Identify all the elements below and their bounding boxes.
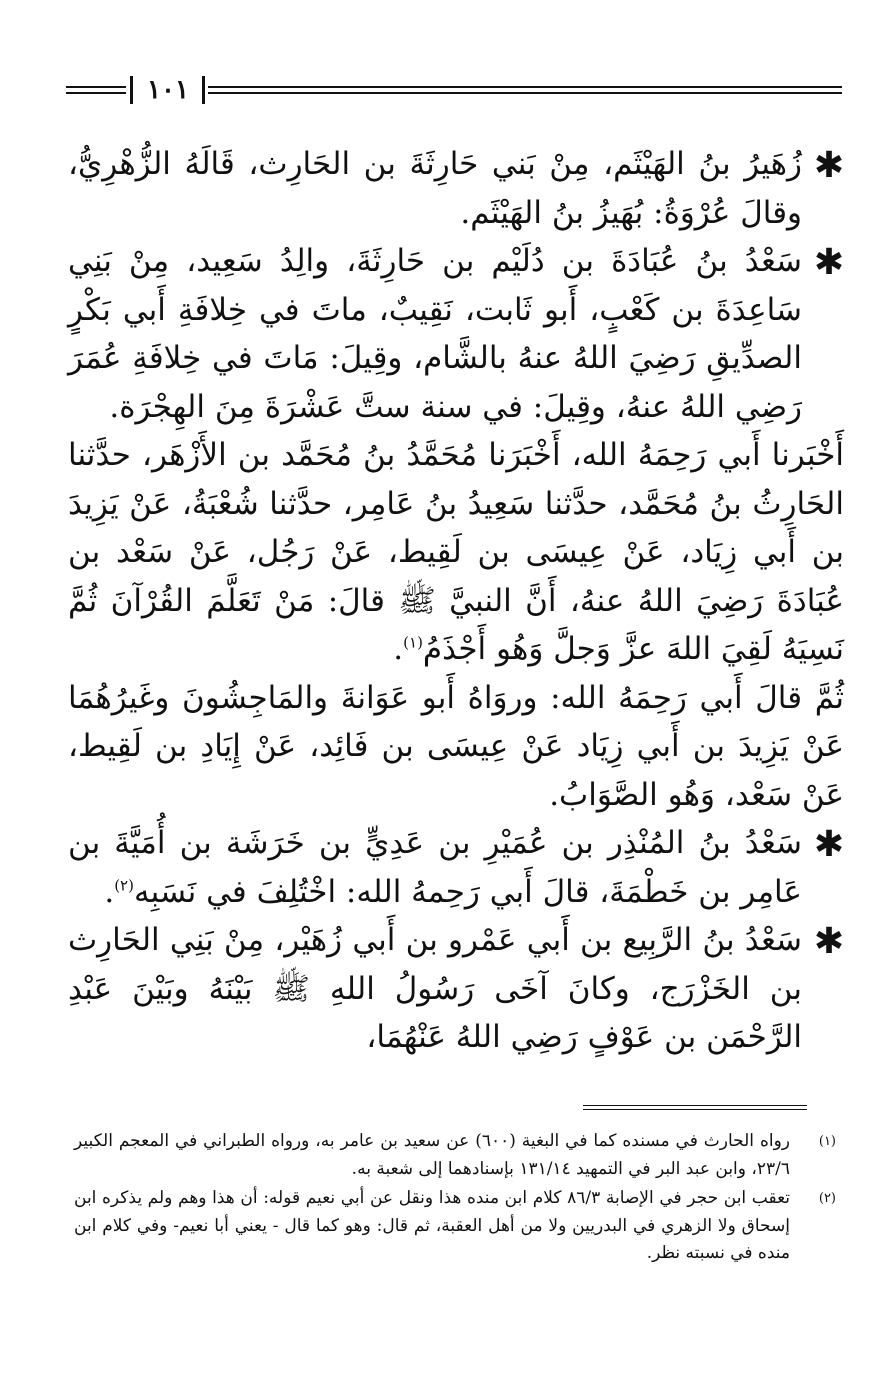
- hadith-paragraph: [68, 431, 844, 674]
- footnote-text: تعقب ابن حجر في الإصابة ٨٦/٣ كلام ابن منده هذا ونقل عن أبي نعيم قوله: أن هذا وهم ولم يذكره ابن إسحاق ولا الزهري في البدريين ولا من أهل العقبة، ثم قال: وهو كما قال - يعني أبا نعيم- وفي كلام ابن منده في نسبته نظر.: [74, 1188, 791, 1263]
- entry-saad-mundhir: [68, 819, 844, 916]
- header-rule-right: [208, 86, 842, 94]
- page-header: [66, 72, 842, 112]
- entry-text: سَعْدُ بنُ عُبَادَةَ بن دُلَيْم بن حَارِثَةَ، والِدُ سَعِيد، مِنْ بَنِي سَاعِدَةَ بن كَعْبٍ، أَبو ثَابت، نَقِيبٌ، ماتَ في خِلافَةِ أَبي بَكْرٍ الصدِّيقِ رَضِيَ اللهُ عنهُ بالشَّام، وقِيلَ: مَاتَ في خِلافَةِ عُمَرَ رَضِي اللهُ عنهُ، وقِيلَ: في سنة ستَّ عَشْرَةَ مِنَ الهِجْرَة.: [68, 243, 802, 425]
- entry-text: سَعْدُ بنُ الرَّبِيع بن أَبي عَمْرو بن أَبي زُهَيْر، مِنْ بَنِي الحَارِث بن الخَزْرَج، وكانَ آخَى رَسُولُ اللهِ ﷺ بَيْنَهُ وبَيْنَ عَبْدِ الرَّحْمَن بن عَوْفٍ رَضِي اللهُ عَنْهُمَا،: [68, 922, 802, 1055]
- header-bar-right: [202, 76, 205, 104]
- footnote-ref-1[interactable]: (١): [403, 633, 423, 652]
- header-rule-left: [66, 86, 126, 94]
- entry-saad-ubada: [68, 237, 844, 431]
- footnote-number: (٢): [818, 1191, 836, 1206]
- entry-end: .: [104, 873, 115, 910]
- asterisk-icon: ✱: [813, 242, 844, 283]
- footnote-ref-2[interactable]: (٢): [114, 876, 134, 895]
- footnotes: [74, 1128, 836, 1270]
- entry-text: زُهَيرُ بنُ الهَيْثَم، مِنْ بَني حَارِثَةَ بن الحَارِث، قَالَهُ الزُّهْرِيُّ، وقالَ عُرْوَةُ: بُهَيزُ بنُ الهَيْثَم.: [68, 146, 802, 231]
- asterisk-icon: ✱: [813, 824, 844, 865]
- paragraph-text: أَخْبَرنا أَبي رَحِمَهُ الله، أَخْبَرَنا مُحَمَّدُ بنُ مُحَمَّد بن الأَزْهَر، حدَّثنا الحَارِثُ بنُ مُحَمَّد، حدَّثنا سَعِيدُ بنُ عَامِر، حدَّثنا شُعْبَةُ، عَنْ يَزِيدَ بن أَبي زِيَاد، عَنْ عِيسَى بن لَقِيط، عَنْ رَجُل، عَنْ سَعْد بن عُبَادَةَ رَضِيَ اللهُ عنهُ، أَنَّ النبيَّ ﷺ قالَ: مَنْ تَعَلَّمَ القُرْآنَ ثُمَّ نَسِيَهُ لَقِيَ اللهَ عزَّ وَجلَّ وَهُو أَجْذَمُ: [68, 437, 844, 667]
- footnote-separator: [583, 1105, 807, 1110]
- header-bar-left: [130, 76, 133, 104]
- paragraph-end: .: [393, 631, 404, 667]
- asterisk-icon: ✱: [813, 921, 844, 962]
- footnote-number: (١): [818, 1134, 836, 1149]
- footnote-1: [74, 1128, 836, 1183]
- footnote-2: [74, 1185, 836, 1268]
- paragraph-text: ثُمَّ قالَ أَبي رَحِمَهُ الله: وروَاهُ أَبو عَوَانةَ والمَاجِشُونَ وغَيرُهُمَا عَنْ يَزِيدَ بن أَبي زِيَاد عَنْ عِيسَى بن فَائِد، عَنْ إِيَادِ بن لَقِيط، عَنْ سَعْد، وَهُو الصَّوَابُ.: [68, 679, 844, 813]
- asterisk-icon: ✱: [813, 145, 844, 186]
- page-number: ١٠١: [147, 75, 189, 105]
- main-text: [68, 140, 844, 1062]
- entry-zuhair: [68, 140, 844, 237]
- entry-text: سَعْدُ بنُ المُنْذِر بن عُمَيْرِ بن عَدِيٍّ بن خَرَشَة بن أُمَيَّةَ بن عَامِر بن خَطْمَةَ، قالَ أَبي رَحِمهُ الله: اخْتُلِفَ في نَسَبِه: [68, 825, 802, 910]
- footnote-text: رواه الحارث في مسنده كما في البغية (٦٠٠) عن سعيد بن عامر به، ورواه الطبراني في المعجم الكبير ٢٣/٦، وابن عبد البر في التمهيد ١٣١/١٤ بإسنادهما إلى شعبة به.: [74, 1131, 790, 1179]
- commentary-paragraph: [68, 674, 844, 820]
- entry-saad-rabi: [68, 916, 844, 1062]
